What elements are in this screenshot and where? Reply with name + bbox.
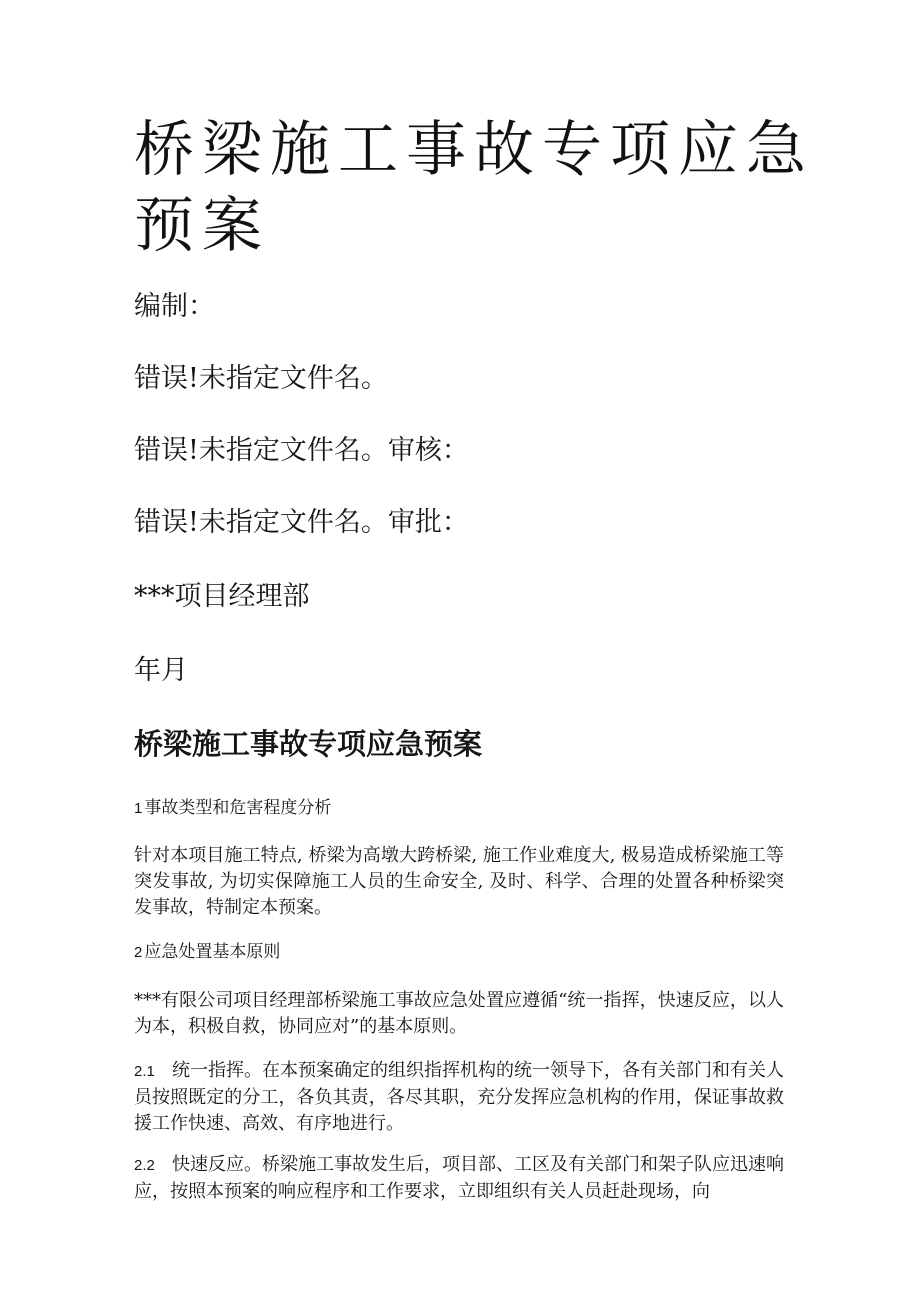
clause-2-2 — [134, 1152, 784, 1205]
clause-2-2-text: 快速反应。桥梁施工事故发生后，项目部、工区及有关部门和架子队应迅速响应，按照本预案的响应程序和工作要求，立即组织有关人员赶赴现场，向 — [134, 1154, 784, 1202]
error-line-review: 错误!未指定文件名。审核： — [134, 435, 469, 466]
compile-label: 编制： — [134, 291, 215, 322]
section-2-heading — [134, 940, 280, 965]
error-line-approve: 错误!未指定文件名。审批： — [134, 507, 469, 538]
clause-2-2-number: 2.2 — [134, 1157, 155, 1174]
section-1-body: 针对本项目施工特点, 桥梁为高墩大跨桥梁, 施工作业难度大, 极易造成桥梁施工等突发事故, 为切实保障施工人员的生命安全, 及时、科学、合理的处置各种桥梁突发事故，特制定本预案。 — [134, 845, 784, 918]
clause-2-1-text: 统一指挥。在本预案确定的组织指挥机构的统一领导下，各有关部门和有关人员按照既定的分工，各负其责，各尽其职，充分发挥应急机构的作用，保证事故救援工作快速、高效、有序地进行。 — [134, 1060, 784, 1134]
section-2-number: 2 — [134, 944, 143, 961]
department-name: ***项目经理部 — [134, 581, 310, 612]
section-2-heading-text: 应急处置基本原则 — [144, 942, 281, 962]
section-title: 桥梁施工事故专项应急预案 — [134, 727, 483, 761]
section-1-heading-text: 事故类型和危害程度分析 — [144, 798, 332, 818]
section-2-body: ***有限公司项目经理部桥梁施工事故应急处置应遵循“统一指挥，快速反应，以人为本，积极自救，协同应对”的基本原则。 — [134, 990, 784, 1037]
clause-2-1-number: 2.1 — [134, 1063, 155, 1080]
error-line-1: 错误!未指定文件名。 — [134, 363, 388, 394]
section-1-number: 1 — [134, 800, 143, 817]
document-main-title: 桥梁施工事故专项应急预案 — [134, 115, 814, 261]
clause-2-1 — [134, 1058, 784, 1137]
section-1-heading — [134, 796, 331, 821]
document-date: 年月 — [134, 655, 188, 686]
